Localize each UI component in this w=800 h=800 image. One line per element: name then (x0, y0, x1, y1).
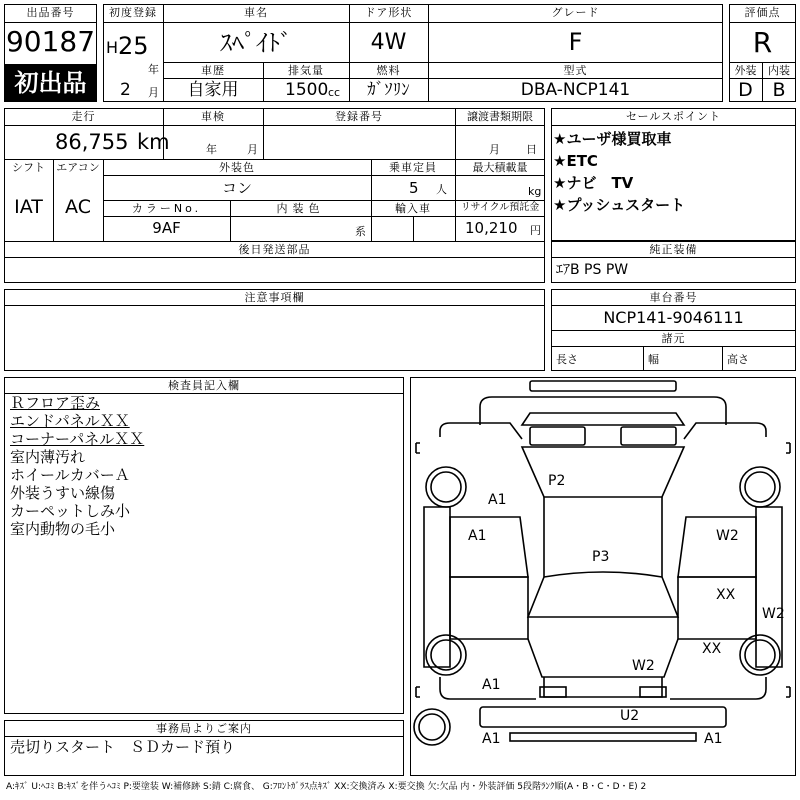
ext-color-label: 外装色 (219, 161, 255, 174)
reg-number-label: 登録番号 (335, 110, 383, 123)
damage-mark: A1 (704, 731, 723, 747)
inspector-remark: カーペットしみ小 (10, 502, 131, 520)
equipment-label: 純正装備 (649, 243, 698, 256)
inspector-remark: 室内動物の毛小 (10, 520, 116, 538)
seats: 5 (409, 179, 419, 197)
damage-mark: W2 (716, 528, 739, 544)
inspector-remark: ホイールカバーＡ (10, 466, 130, 484)
int-color-label: 内装色 (276, 202, 325, 215)
history-label: 車歴 (201, 64, 225, 77)
score-label: 評価点 (744, 6, 781, 19)
car-diagram (410, 377, 796, 776)
damage-mark: A1 (482, 677, 501, 693)
ac-label: エアコン (56, 161, 100, 174)
damage-mark: A1 (488, 492, 507, 508)
lot-number-label: 出品番号 (26, 6, 75, 19)
reg-year: 25 (118, 32, 149, 60)
chassis-label: 車台番号 (649, 291, 698, 304)
damage-mark: A1 (482, 731, 501, 747)
height-label: 高さ (727, 353, 749, 366)
inspector-remark: コーナーパネルＸＸ (10, 430, 145, 448)
mileage-label: 走行 (71, 110, 96, 123)
displacement-label: 排気量 (288, 64, 324, 77)
sales-point-item: ★ETC (553, 152, 598, 170)
damage-mark: P3 (592, 549, 610, 565)
sales-point-item: ★ユーザ様買取車 (553, 130, 672, 148)
shift: IAT (14, 196, 43, 218)
damage-mark: XX (702, 641, 722, 657)
grade-label: グレード (551, 6, 600, 19)
damage-mark: U2 (620, 708, 640, 724)
interior-grade-label: 内装 (768, 64, 790, 77)
shift-label: シフト (12, 161, 45, 174)
model-label: 型式 (563, 64, 588, 77)
office-note: 売切りスタート ＳＤカード預り (10, 738, 236, 756)
color-no-label: カラーNo. (131, 202, 202, 215)
mileage-unit: km (137, 130, 170, 154)
inspection-month-unit: 月 (247, 143, 258, 156)
first-reg-label: 初度登録 (109, 6, 157, 19)
color-no: 9AF (152, 219, 181, 237)
equipment: ｴｱB PS PW (556, 262, 629, 278)
inspector-label: 検査員記入欄 (168, 379, 240, 392)
car-name: ｽﾍﾟｲﾄﾞ (220, 29, 292, 57)
sales-point-item: ★プッシュスタート (553, 196, 686, 214)
later-parts-label: 後日発送部品 (238, 243, 311, 256)
width-label: 幅 (648, 353, 659, 366)
history: 自家用 (187, 80, 239, 100)
mileage: 86,755 (55, 130, 129, 154)
inspector-remark: 外装うすい線傷 (10, 484, 116, 502)
inspector-remark: エンドパネルＸＸ (10, 412, 130, 430)
recycle-deposit: 10,210 (465, 219, 518, 237)
reg-year-unit: 年 (148, 63, 159, 76)
model: DBA-NCP141 (520, 80, 631, 100)
transfer-month-unit: 月 (489, 143, 500, 156)
transfer-day-unit: 日 (526, 143, 537, 156)
first-listing-badge-text: 初出品 (14, 69, 87, 97)
door-label: ドア形状 (364, 6, 413, 19)
displacement-unit: cc (328, 86, 341, 99)
max-load-unit: kg (528, 185, 542, 198)
import-label: 輸入車 (395, 202, 431, 215)
exterior-grade-label: 外装 (734, 64, 757, 77)
ext-color: コン (221, 179, 252, 197)
fuel-label: 燃料 (376, 64, 401, 77)
recycle-label: リサイクル預託金 (460, 202, 540, 213)
inspection-label: 車検 (201, 110, 225, 123)
fuel: ｶﾞｿﾘﾝ (367, 80, 410, 100)
inspector-remark: 室内薄汚れ (10, 448, 86, 466)
seats-unit: 人 (436, 183, 447, 196)
lot-number: 90187 (5, 25, 96, 58)
damage-mark: XX (716, 587, 736, 603)
displacement: 1500 (285, 80, 329, 100)
era: H (106, 38, 119, 57)
damage-mark: W2 (762, 606, 785, 622)
reg-month-unit: 月 (148, 86, 159, 99)
chassis-number: NCP141-9046111 (603, 308, 744, 327)
car-name-label: 車名 (244, 6, 268, 19)
transfer-deadline-label: 譲渡書類期限 (467, 110, 533, 123)
damage-legend: A:ｷｽﾞ U:ﾍｺﾐ B:ｷｽﾞを伴うﾍｺﾐ P:要塗装 W:補修跡 S:錆 C:腐食、 G:ﾌﾛﾝﾄｶﾞﾗｽ点ｷｽﾞ XX:交換済み X:要交換 欠:欠品 内・外装評価 5段階ﾗﾝｸ順(A・B・C・D・E) 2 (6, 782, 647, 792)
score: R (752, 26, 773, 59)
length-label: 長さ (556, 353, 578, 366)
damage-mark: W2 (632, 658, 655, 674)
int-color-suffix: 系 (355, 225, 366, 238)
interior-grade: B (772, 79, 786, 101)
dims-label: 諸元 (661, 332, 686, 345)
sales-point-item: ★ナビ TV (553, 174, 634, 192)
sales-points-label: セールスポイント (625, 110, 721, 123)
exterior-grade: D (738, 79, 753, 101)
reg-month: 2 (120, 80, 131, 100)
max-load-label: 最大積載量 (472, 161, 528, 174)
grade: F (568, 28, 583, 56)
inspection-year-unit: 年 (206, 143, 217, 156)
inspector-remark: Ｒフロア歪み (10, 394, 101, 412)
notes-label: 注意事項欄 (244, 291, 305, 304)
damage-mark: P2 (548, 473, 566, 489)
ac: AC (65, 196, 91, 218)
damage-mark: A1 (468, 528, 487, 544)
seats-label: 乗車定員 (389, 161, 437, 174)
recycle-unit: 円 (530, 224, 541, 237)
door-type: 4W (370, 30, 407, 55)
office-label: 事務局よりご案内 (156, 722, 252, 735)
